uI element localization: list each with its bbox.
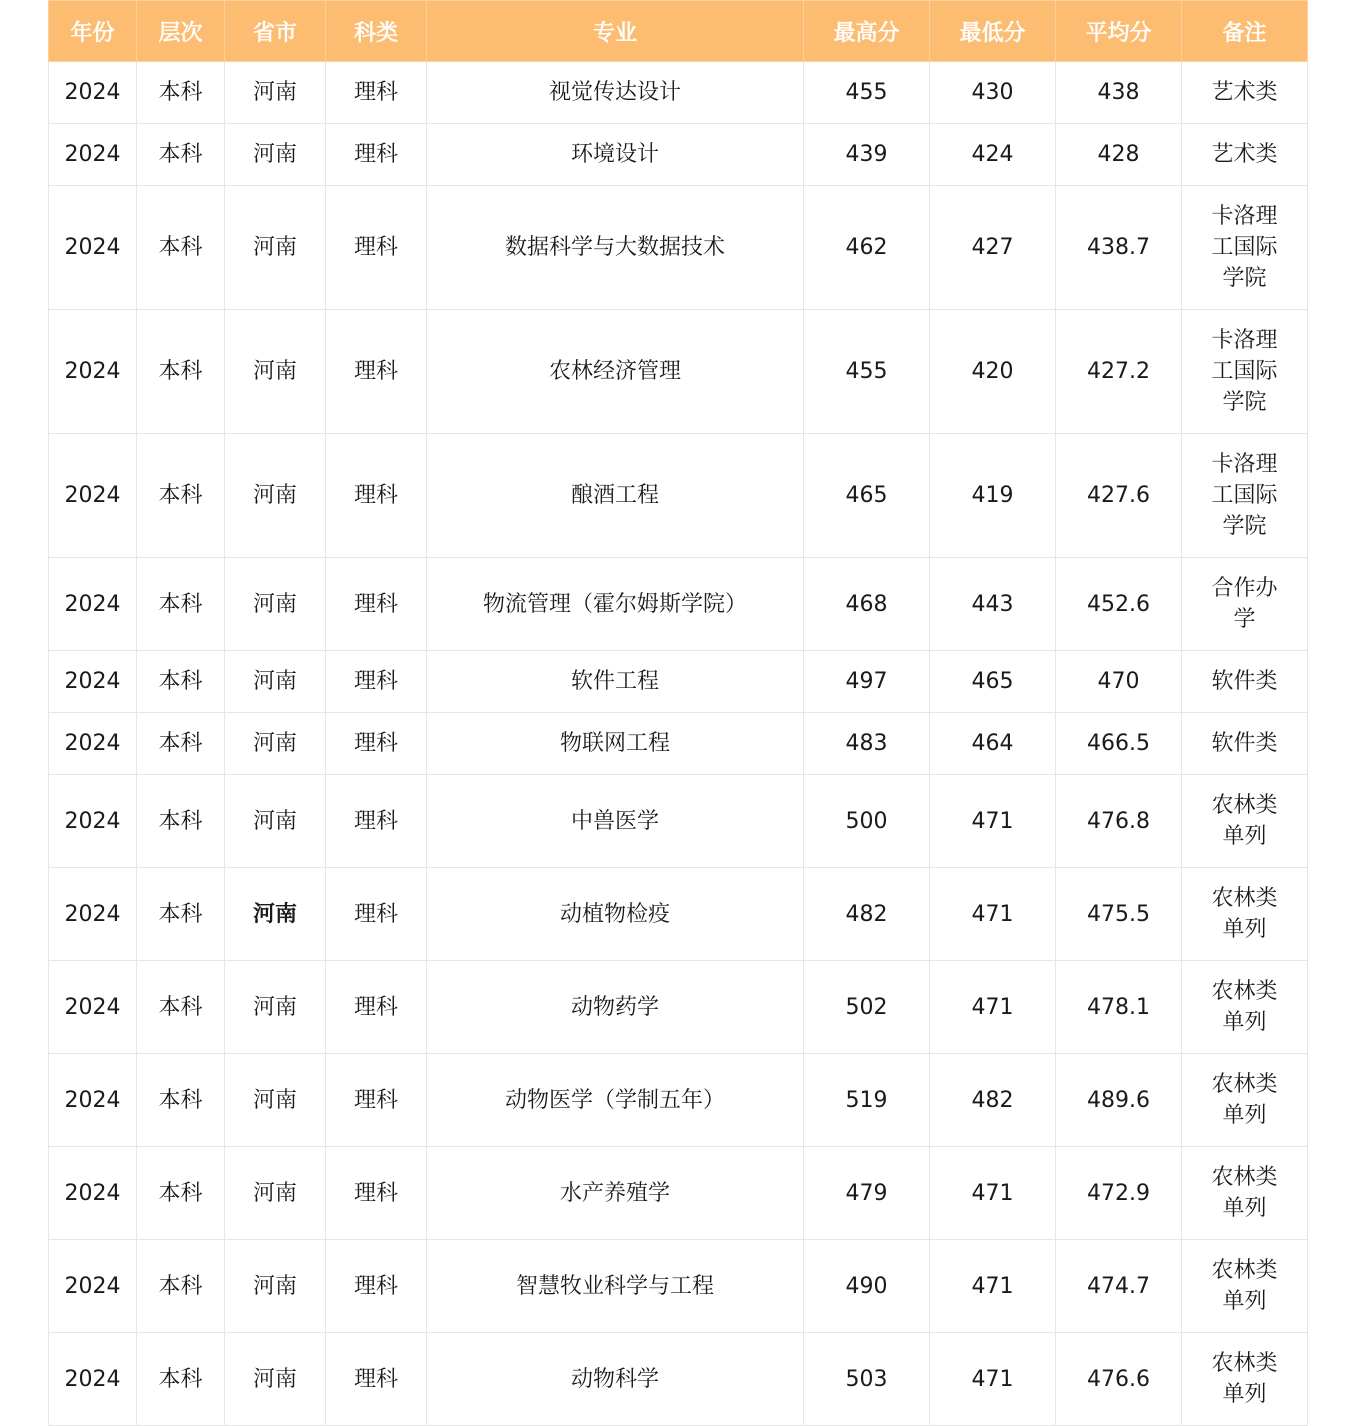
header-category: 科类 [326, 1, 427, 62]
cell-province: 河南 [225, 651, 326, 713]
table-header-row [49, 1, 1308, 62]
cell-province: 河南 [225, 62, 326, 124]
table-row [49, 1054, 1308, 1147]
cell-avg-score: 475.5 [1056, 868, 1182, 961]
cell-major: 酿酒工程 [427, 434, 804, 558]
cell-note: 合作办学 [1182, 558, 1308, 651]
cell-level: 本科 [137, 62, 225, 124]
table-row [49, 651, 1308, 713]
cell-note: 农林类单列 [1182, 1240, 1308, 1333]
header-province: 省市 [225, 1, 326, 62]
cell-max-score: 455 [804, 62, 930, 124]
cell-level: 本科 [137, 651, 225, 713]
cell-note: 艺术类 [1182, 124, 1308, 186]
cell-category: 理科 [326, 713, 427, 775]
table-row [49, 868, 1308, 961]
cell-min-score: 420 [930, 310, 1056, 434]
cell-note: 卡洛理工国际学院 [1182, 186, 1308, 310]
cell-category: 理科 [326, 558, 427, 651]
cell-note: 艺术类 [1182, 62, 1308, 124]
cell-note: 农林类单列 [1182, 775, 1308, 868]
table-row [49, 558, 1308, 651]
cell-major: 中兽医学 [427, 775, 804, 868]
cell-category: 理科 [326, 124, 427, 186]
cell-level: 本科 [137, 1054, 225, 1147]
cell-level: 本科 [137, 961, 225, 1054]
cell-category: 理科 [326, 651, 427, 713]
cell-year: 2024 [49, 1054, 137, 1147]
cell-note: 卡洛理工国际学院 [1182, 310, 1308, 434]
cell-max-score: 465 [804, 434, 930, 558]
cell-max-score: 455 [804, 310, 930, 434]
cell-province: 河南 [225, 434, 326, 558]
cell-max-score: 462 [804, 186, 930, 310]
cell-year: 2024 [49, 310, 137, 434]
cell-avg-score: 428 [1056, 124, 1182, 186]
cell-avg-score: 489.6 [1056, 1054, 1182, 1147]
cell-category: 理科 [326, 310, 427, 434]
cell-level: 本科 [137, 434, 225, 558]
cell-min-score: 471 [930, 868, 1056, 961]
cell-level: 本科 [137, 1333, 225, 1426]
cell-level: 本科 [137, 186, 225, 310]
cell-min-score: 471 [930, 1240, 1056, 1333]
cell-level: 本科 [137, 775, 225, 868]
table-row [49, 186, 1308, 310]
cell-min-score: 430 [930, 62, 1056, 124]
cell-note: 软件类 [1182, 651, 1308, 713]
cell-avg-score: 427.6 [1056, 434, 1182, 558]
admission-scores-table [48, 0, 1308, 1426]
cell-max-score: 502 [804, 961, 930, 1054]
cell-province: 河南 [225, 961, 326, 1054]
cell-note: 农林类单列 [1182, 961, 1308, 1054]
table-row [49, 62, 1308, 124]
cell-avg-score: 474.7 [1056, 1240, 1182, 1333]
cell-avg-score: 470 [1056, 651, 1182, 713]
cell-year: 2024 [49, 775, 137, 868]
cell-major: 物联网工程 [427, 713, 804, 775]
cell-category: 理科 [326, 1333, 427, 1426]
cell-major: 视觉传达设计 [427, 62, 804, 124]
cell-min-score: 424 [930, 124, 1056, 186]
cell-category: 理科 [326, 62, 427, 124]
cell-max-score: 479 [804, 1147, 930, 1240]
cell-max-score: 503 [804, 1333, 930, 1426]
header-year: 年份 [49, 1, 137, 62]
cell-min-score: 471 [930, 775, 1056, 868]
cell-year: 2024 [49, 1240, 137, 1333]
cell-major: 水产养殖学 [427, 1147, 804, 1240]
cell-min-score: 419 [930, 434, 1056, 558]
cell-major: 动物医学（学制五年） [427, 1054, 804, 1147]
cell-note: 软件类 [1182, 713, 1308, 775]
cell-level: 本科 [137, 1147, 225, 1240]
cell-min-score: 482 [930, 1054, 1056, 1147]
cell-province: 河南 [225, 713, 326, 775]
cell-category: 理科 [326, 961, 427, 1054]
cell-min-score: 465 [930, 651, 1056, 713]
cell-province: 河南 [225, 1147, 326, 1240]
cell-category: 理科 [326, 434, 427, 558]
cell-province: 河南 [225, 310, 326, 434]
table-row [49, 775, 1308, 868]
table-row [49, 124, 1308, 186]
cell-note: 农林类单列 [1182, 1333, 1308, 1426]
cell-level: 本科 [137, 868, 225, 961]
cell-note: 农林类单列 [1182, 1054, 1308, 1147]
cell-avg-score: 476.6 [1056, 1333, 1182, 1426]
cell-major: 智慧牧业科学与工程 [427, 1240, 804, 1333]
cell-province: 河南 [225, 186, 326, 310]
cell-max-score: 439 [804, 124, 930, 186]
cell-note: 农林类单列 [1182, 868, 1308, 961]
cell-avg-score: 472.9 [1056, 1147, 1182, 1240]
cell-level: 本科 [137, 1240, 225, 1333]
cell-category: 理科 [326, 775, 427, 868]
cell-year: 2024 [49, 1147, 137, 1240]
cell-province: 河南 [225, 1240, 326, 1333]
cell-category: 理科 [326, 1147, 427, 1240]
admission-scores-table-container [48, 0, 1307, 1426]
header-note: 备注 [1182, 1, 1308, 62]
cell-level: 本科 [137, 124, 225, 186]
header-major: 专业 [427, 1, 804, 62]
cell-year: 2024 [49, 558, 137, 651]
cell-max-score: 482 [804, 868, 930, 961]
cell-major: 物流管理（霍尔姆斯学院） [427, 558, 804, 651]
cell-avg-score: 478.1 [1056, 961, 1182, 1054]
cell-avg-score: 438.7 [1056, 186, 1182, 310]
cell-avg-score: 476.8 [1056, 775, 1182, 868]
cell-avg-score: 438 [1056, 62, 1182, 124]
cell-max-score: 490 [804, 1240, 930, 1333]
table-row [49, 1333, 1308, 1426]
cell-province: 河南 [225, 124, 326, 186]
cell-max-score: 468 [804, 558, 930, 651]
cell-level: 本科 [137, 558, 225, 651]
cell-min-score: 471 [930, 1147, 1056, 1240]
cell-year: 2024 [49, 186, 137, 310]
cell-province: 河南 [225, 1333, 326, 1426]
cell-min-score: 471 [930, 961, 1056, 1054]
cell-note: 农林类单列 [1182, 1147, 1308, 1240]
header-max-score: 最高分 [804, 1, 930, 62]
cell-major: 环境设计 [427, 124, 804, 186]
cell-province: 河南 [225, 868, 326, 961]
cell-category: 理科 [326, 186, 427, 310]
cell-major: 软件工程 [427, 651, 804, 713]
cell-avg-score: 427.2 [1056, 310, 1182, 434]
cell-year: 2024 [49, 62, 137, 124]
table-row [49, 1147, 1308, 1240]
table-row [49, 713, 1308, 775]
header-level: 层次 [137, 1, 225, 62]
cell-max-score: 500 [804, 775, 930, 868]
cell-max-score: 497 [804, 651, 930, 713]
cell-min-score: 443 [930, 558, 1056, 651]
cell-province: 河南 [225, 775, 326, 868]
cell-year: 2024 [49, 961, 137, 1054]
cell-note: 卡洛理工国际学院 [1182, 434, 1308, 558]
cell-year: 2024 [49, 651, 137, 713]
cell-major: 动植物检疫 [427, 868, 804, 961]
table-row [49, 1240, 1308, 1333]
cell-major: 动物药学 [427, 961, 804, 1054]
cell-category: 理科 [326, 1240, 427, 1333]
table-row [49, 310, 1308, 434]
cell-province: 河南 [225, 1054, 326, 1147]
cell-year: 2024 [49, 1333, 137, 1426]
cell-level: 本科 [137, 310, 225, 434]
cell-major: 农林经济管理 [427, 310, 804, 434]
cell-province: 河南 [225, 558, 326, 651]
cell-level: 本科 [137, 713, 225, 775]
cell-max-score: 519 [804, 1054, 930, 1147]
cell-min-score: 427 [930, 186, 1056, 310]
cell-min-score: 464 [930, 713, 1056, 775]
cell-category: 理科 [326, 868, 427, 961]
cell-year: 2024 [49, 713, 137, 775]
table-row [49, 434, 1308, 558]
cell-avg-score: 452.6 [1056, 558, 1182, 651]
cell-min-score: 471 [930, 1333, 1056, 1426]
cell-major: 动物科学 [427, 1333, 804, 1426]
header-min-score: 最低分 [930, 1, 1056, 62]
cell-year: 2024 [49, 434, 137, 558]
cell-max-score: 483 [804, 713, 930, 775]
header-avg-score: 平均分 [1056, 1, 1182, 62]
cell-year: 2024 [49, 868, 137, 961]
cell-category: 理科 [326, 1054, 427, 1147]
table-row [49, 961, 1308, 1054]
cell-year: 2024 [49, 124, 137, 186]
cell-major: 数据科学与大数据技术 [427, 186, 804, 310]
cell-avg-score: 466.5 [1056, 713, 1182, 775]
